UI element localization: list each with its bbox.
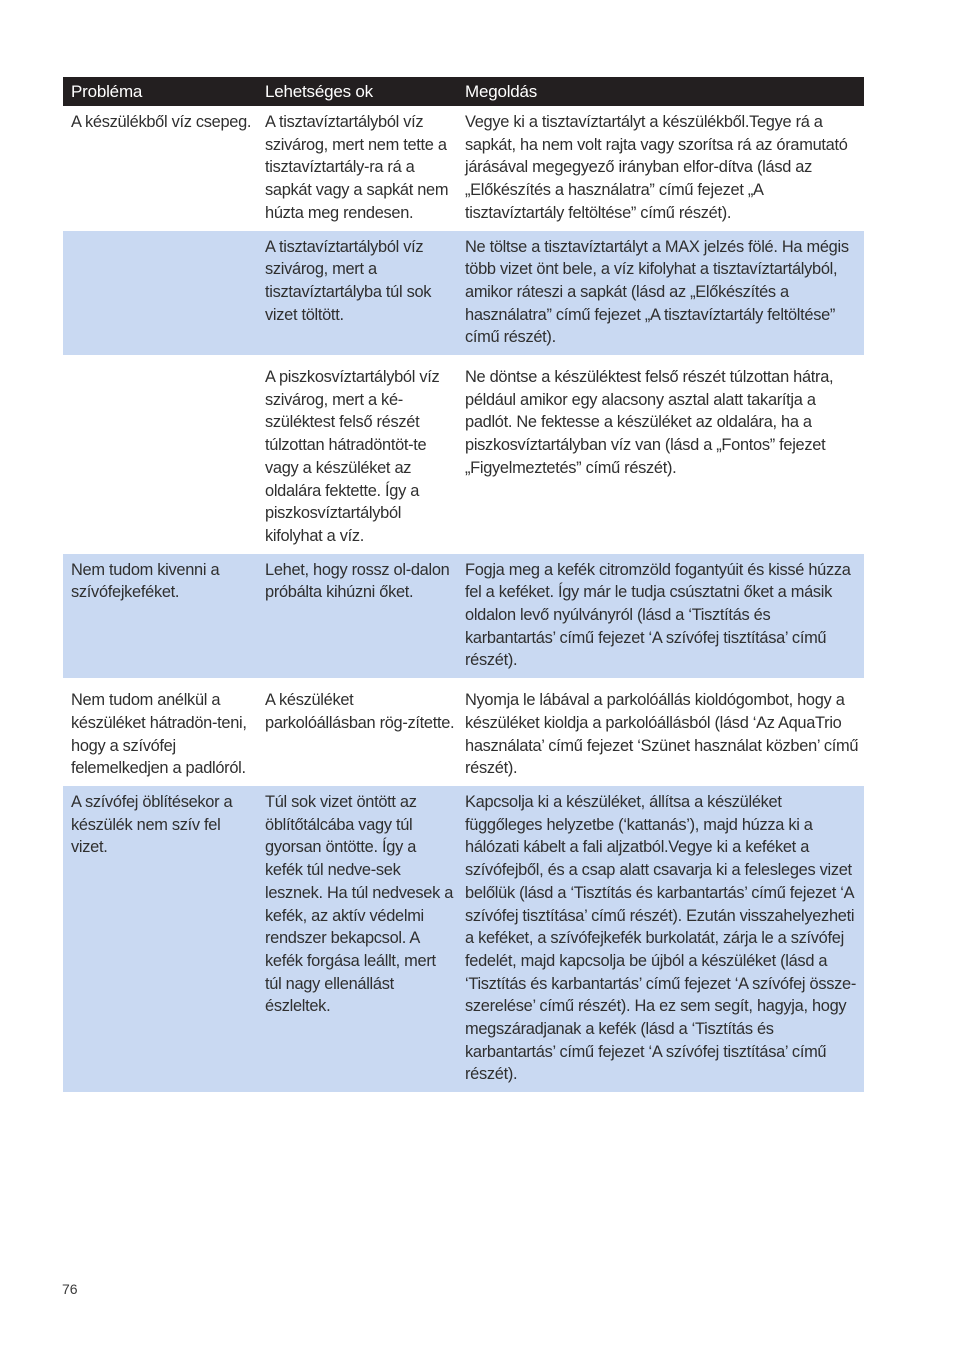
solution-cell: Fogja meg a kefék citromzöld fogantyúit és kissé húzza fel a keféket. Így már le tudja csúsztatni őket a másik oldalon levő nyúlványról (lásd a ‘Tisztítás és karbantartás’ című fejezet ‘A szívófej tisztítása’ című részét). [457,554,864,682]
troubleshooting-table [63,77,864,1092]
header-solution: Megoldás [457,77,864,106]
solution-cell: Nyomja le lábával a parkolóállás kioldógombot, hogy a készüléket kioldja a parkolóállásból (lásd ‘Az AquaTrio használata’ című fejezet ‘Szünet használat közben’ című részét). [457,681,864,786]
page-number: 76 [62,1281,78,1297]
cause-cell: Lehet, hogy rossz ol-dalon próbálta kihúzni őket. [257,554,457,682]
table-header-row [63,77,864,106]
table-row [63,681,864,786]
cause-cell: Túl sok vizet öntött az öblítőtálcába vagy túl gyorsan öntötte. Így a kefék túl nedve-sek lesznek. Ha túl nedvesek a kefék, az aktív védelmi rendszer bekapcsol. A kefék forgása leállt, mert túl nagy ellenállást észleltek. [257,786,457,1092]
problem-cell: Nem tudom anélkül a készüléket hátradön-teni, hogy a szívófej felemelkedjen a padlóról. [63,681,257,786]
header-cause: Lehetséges ok [257,77,457,106]
problem-cell [63,231,257,359]
cause-cell: A tisztavíztartályból víz szivárog, mert a tisztavíztartályba túl sok vizet töltött. [257,231,457,359]
table-row [63,554,864,682]
solution-cell: Vegye ki a tisztavíztartályt a készülékből.Tegye rá a sapkát, ha nem volt rajta vagy szorítsa rá az óramutató járásával megegyező irányban elfor-dítva (lásd az „Előkészítés a használatra” című fejezet „A tisztavíztartály feltöltése” című részét). [457,106,864,231]
table-row [63,231,864,359]
table-row [63,786,864,1092]
solution-cell: Ne töltse a tisztavíztartályt a MAX jelzés fölé. Ha mégis több vizet önt bele, a víz kifolyhat a tisztavíztartályból, amikor ráteszi a sapkát (lásd az „Előkészítés a használatra” című fejezet „A tisztavíztartály feltöltése” című részét). [457,231,864,359]
cause-cell: A készüléket parkolóállásban rög-zítette. [257,681,457,786]
table-row [63,106,864,231]
problem-cell [63,358,257,554]
header-problem: Probléma [63,77,257,106]
problem-cell: Nem tudom kivenni a szívófejkeféket. [63,554,257,682]
table-row [63,358,864,554]
problem-cell: A szívófej öblítésekor a készülék nem szív fel vizet. [63,786,257,1092]
solution-cell: Kapcsolja ki a készüléket, állítsa a készüléket függőleges helyzetbe (‘kattanás’), majd húzza ki a hálózati kábelt a fali aljzatból.Vegye ki a keféket a szívófejből, és a csap alatt csavarja ki a felesleges vizet belőlük (lásd a ‘Tisztítás és karbantartás’ című fejezet ‘A szívófej tisztítása’ című részét). Ezután visszahelyezheti a keféket, a szívófejkefék burkolatát, zárja le a szívófej fedelét, majd kapcsolja be újból a készüléket (lásd a ‘Tisztítás és karbantartás’ című fejezet ‘A szívófej össze-szerelése’ című részét). Ha ez sem segít, hagyja, hogy megszáradjanak a kefék (lásd a ‘Tisztítás és karbantartás’ című fejezet ‘A szívófej tisztítása’ című részét). [457,786,864,1092]
cause-cell: A tisztavíztartályból víz szivárog, mert nem tette a tisztavíztartály-ra rá a sapkát vagy a sapkát nem húzta meg rendesen. [257,106,457,231]
problem-cell: A készülékből víz csepeg. [63,106,257,231]
cause-cell: A piszkosvíztartályból víz szivárog, mert a ké-szüléktest felső részét túlzottan hátradöntöt-te vagy a készüléket az oldalára fektette. Így a piszkosvíztartályból kifolyhat a víz. [257,358,457,554]
solution-cell: Ne döntse a készüléktest felső részét túlzottan hátra, például amikor egy alacsony asztal alatt takarítja a padlót. Ne fektesse a készüléket az oldalára, ha a piszkosvíztartályban víz van (lásd a „Fontos” fejezet „Figyelmeztetés” című részét). [457,358,864,554]
